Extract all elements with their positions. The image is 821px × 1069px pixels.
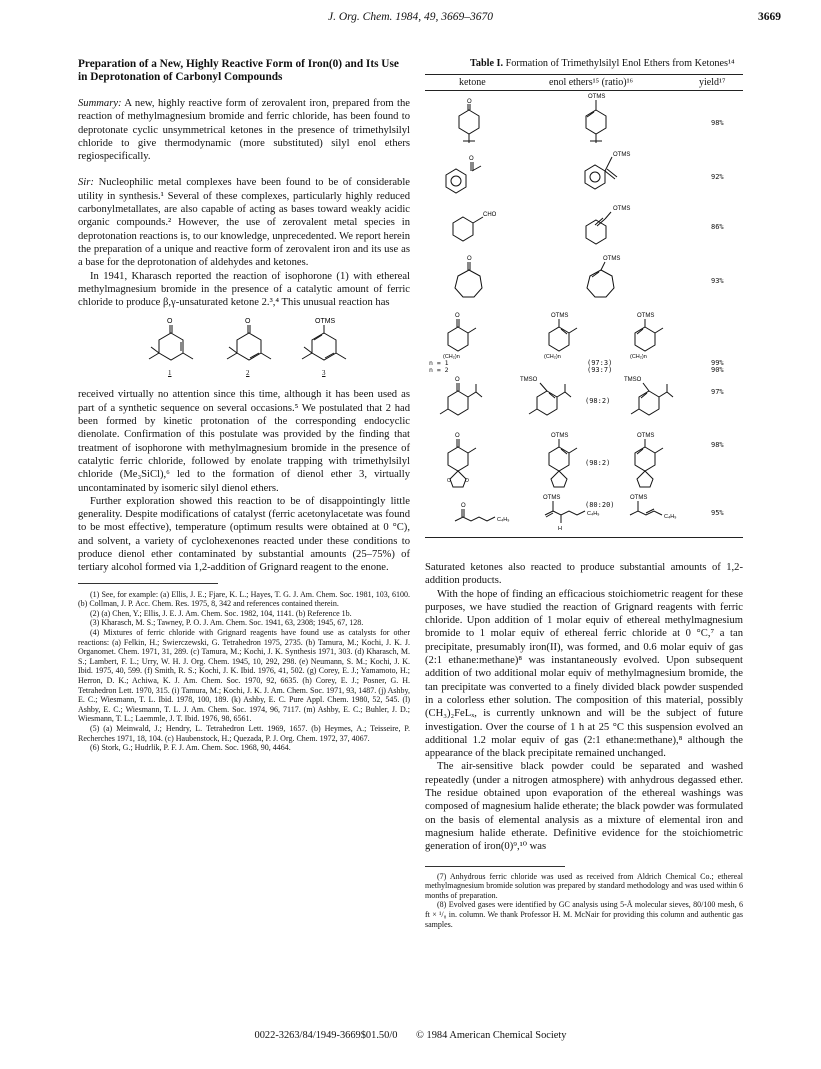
saturated-paragraph: Saturated ketones also reacted to produce substantial amounts of 1,2-addition products. — [425, 562, 743, 587]
table-title-text: Formation of Trimethylsilyl Enol Ethers from Ketones¹⁴ — [503, 58, 735, 69]
footnote-divider-right — [425, 866, 565, 867]
ketone-oxygen-label: O — [461, 503, 466, 509]
table-header-row — [425, 75, 743, 90]
ketal-oxygen-label: O — [447, 478, 451, 484]
structure-2 — [218, 315, 278, 369]
ketone-oxygen-label: O — [467, 256, 472, 262]
footnote-7: (7) Anhydrous ferric chloride was used as received from Aldrich Chemical Co.; ethereal methylmagnesium bromide solution was prepared by standard methodology and was used within 6 months of preparation. — [425, 871, 743, 900]
journal-citation: J. Org. Chem. 1984, 49, 3669–3670 — [327, 11, 494, 23]
ketone-oxygen-label: O — [467, 99, 472, 105]
table-row — [425, 493, 743, 537]
yield-value: 95% — [711, 509, 724, 517]
ring-size-label: (CH₂)n — [544, 354, 561, 360]
stoichiometric-paragraph: With the hope of finding an efficacious stoichiometric reagent for these purposes, we have studied the reaction of Grignard reagents with ferric chloride. Upon addition of 1 molar equiv of ethereal methylmagnesium bromide to 1 molar equiv of ethereal ferric chloride at 0 °C,⁷ a tan precipitate, presumably iron(II), was formed, and 0.6 molar equiv of gas (2:1 ethane:methane)⁸ was instantaneously evolved. Upon subsequent addition of two additional molar equiv of methylmagnesium bromide, the tan precipitate was converted to a finely divided black powder suspended in a colorless ether solution. The composition of this material, possibly (CH₃)₂FeLₓ, is currently unknown and will be the subject of future investigation. Over the course of 1 h at 25 °C this suspension evolved an additional 1.2 molar equiv of gas (2:1 ethane:methane),⁸ although the appearance of the black precipitate remained unchanged. — [425, 588, 743, 760]
article-code: 0022-3263/84/1949-3669$01.50/0 — [254, 1030, 398, 1041]
table-row — [425, 309, 743, 373]
yield-value: 86% — [711, 223, 724, 231]
summary-text: A new, highly reactive form of zerovalent iron, prepared from the reaction of methylmagnesium bromide and ferric chloride, has been found to deprotonate cyclic unsymmetrical ketones in the presence of trimethylsilyl chloride to give thermodynamic (more substituted) silyl enol ethers regiospecifically. — [78, 98, 410, 163]
footnote-4: (4) Mixtures of ferric chloride with Grignard reagents have found use as catalysts for other reactions: (a) Felkin, H.; Swierczewski, G. Tetrahedron 1975, 2735. (b) Tamura, M.; Kochi, J. K. J. Organomet. Chem. 1971, 31, 289. (c) Tamura, M.; Kochi, J. K. Synthesis 1971, 303. (d) Kharasch, M. S.; Lambert, F. L.; Urry, W. H. J. Org. Chem. 1945, 10, 292, 298. (e) Neumann, S. M.; Kochi, J. K. Ibid. 1975, 40, 599. (f) Smith, R. S.; Kochi, J. K. Ibid. 1976, 41, 502. (g) Corey, E. J.; Yamamoto, H.; Herron, D. K.; Achiwa, K. J. Am. Chem. Soc. 1970, 92, 6635. (h) Corey, E. J.; Posner, G. H. Tetrahedron Lett. 1970, 315. (i) Tamura, M.; Kochi, J. K. J. Am. Chem. Soc. 1971, 93, 1487. (j) Ashby, E. C.; Wiesmann, T. L. Ibid. 1978, 100, 189. (k) Ashby, E. C. Pure Appl. Chem. 1980, 52, 545. (l) Ashby, E. C.; Wiesmann, T. L. J. Am. Chem. Soc. 1974, 96, 7117. (m) Ashby, E. C.; Buhler, J. D.; Wiesmann, T. L.; Laemmle, J. T. Ibid. 1976, 98, 6561. — [78, 627, 410, 724]
summary-lead: Summary: — [78, 98, 122, 109]
ratio-value-2: (93:7) — [587, 366, 613, 374]
enol-tmso-label: TMSO — [624, 377, 642, 383]
footnote-8: (8) Evolved gases were identified by GC analysis using 5-Å molecular sieves, 80/100 mesh, 6 ft × ¹/₈ in. column. We thank Professor H. M. McNair for providing this column and authentic gas samples. — [425, 900, 743, 929]
butyl-label: C₄H₉ — [664, 514, 677, 520]
yield-value-1: 99% — [711, 359, 724, 367]
butyl-label: C₄H₉ — [497, 517, 510, 523]
enol-otms-label: OTMS — [637, 433, 655, 439]
table-row — [425, 199, 743, 251]
enol-otms-label: OTMS — [603, 256, 621, 262]
table-row — [425, 373, 743, 429]
yield-value: 92% — [711, 173, 724, 181]
isophorone-structures — [78, 315, 410, 378]
sir-paragraph — [78, 176, 410, 269]
structure-label-3: 3 — [322, 369, 326, 378]
page-number: 3669 — [758, 11, 781, 23]
structure-label-1: 1 — [168, 369, 172, 378]
footnote-3: (3) Kharasch, M. S.; Tawney, P. O. J. Am. Chem. Soc. 1941, 63, 2308; 1945, 67, 128. — [90, 618, 364, 628]
column-header-ketone: ketone — [459, 77, 486, 88]
kharasch-paragraph: In 1941, Kharasch reported the reaction of isophorone (1) with ethereal methylmagnesium bromide in the presence of a catalytic amount of ferric chloride to produce β,γ-unsaturated ketone 2.³,⁴ This unusual reaction has — [78, 270, 410, 309]
ketone-oxygen-label: O — [455, 313, 460, 319]
enol-otms-label: OTMS — [588, 94, 606, 100]
enol-otms-label: OTMS — [613, 152, 631, 158]
footnote-2: (2) (a) Chen, Y.; Ellis, J. E. J. Am. Chem. Soc. 1982, 104, 1141. (b) Reference 1b. — [90, 608, 352, 618]
row-7-structures — [425, 429, 743, 493]
further-paragraph: Further exploration showed this reaction to be of disappointingly little generality. Despite modifications of catalyst (ferric acetonylacetate was found to be most effective), temperature (optimum results were obtained at 0 °C), and solvent, a variety of cyclohexenones reacted under these conditions to produce dienol ether contaminated by substantial amounts (25–75%) of tertiary alcohol formed via 1,2-addition of Grignard reagent to the enone. — [78, 495, 410, 574]
row-6-structures — [425, 373, 743, 429]
enol-otms-label: OTMS — [551, 433, 569, 439]
enol-otms-label: OTMS — [630, 495, 648, 501]
column-header-yield: yield¹⁷ — [699, 77, 726, 88]
ratio-value-1: (97:3) — [587, 359, 613, 367]
table-title-label: Table I. — [470, 58, 504, 69]
ketone-oxygen-label: O — [469, 156, 474, 162]
article-title: Preparation of a New, Highly Reactive Form of Iron(0) and Its Use in Deprotonation of Carbonyl Compounds — [78, 58, 399, 83]
row-5-structures — [425, 309, 743, 373]
sir-lead: Sir: — [78, 177, 94, 189]
ratio-value: (80:20) — [585, 501, 615, 509]
table-row — [425, 251, 743, 309]
right-column-text — [425, 561, 743, 929]
table-title — [470, 58, 743, 70]
copyright-notice: © 1984 American Chemical Society — [416, 1030, 567, 1041]
page-footer — [0, 1030, 821, 1041]
enol-otms-label: OTMS — [551, 313, 569, 319]
table-bottom-rule — [425, 537, 743, 538]
ketal-oxygen-label: O — [465, 478, 469, 484]
enol-otms-label: OTMS — [637, 313, 655, 319]
yield-value: 97% — [711, 388, 724, 396]
ratio-value: (98:2) — [585, 459, 611, 467]
ring-size-label: (CH₂)n — [630, 354, 647, 360]
ketone-oxygen-label: O — [455, 377, 460, 383]
ratio-value: (98:2) — [585, 397, 611, 405]
oxygen-label-2: O — [245, 318, 251, 326]
received-paragraph: received virtually no attention since this time, although it has been used as part of a synthetic sequence on several occasions.⁵ We postulated that 2 had been formed by kinetic protonation of the corresponding endocyclic dienolate. Confirmation of this postulate was provided by the finding that treatment of isophorone with methylmagnesium bromide in the presence of catalytic ferric chloride, followed by enolate trapping with trimethylsilyl chloride (Me₃SiCl),⁶ led to the formation of dienol ether 3, virtually uncontaminated by isomeric silyl dienol ethers. — [78, 389, 410, 494]
unsaturated-ketone-drawing — [218, 315, 278, 369]
table-1 — [425, 58, 743, 538]
footnote-6: (6) Stork, G.; Hudrlik, P. F. J. Am. Chem. Soc. 1968, 90, 4464. — [90, 743, 291, 753]
structure-label-2: 2 — [246, 369, 250, 378]
enol-otms-label: OTMS — [543, 495, 561, 501]
yield-value: 93% — [711, 277, 724, 285]
hydrogen-label: H — [558, 526, 562, 532]
black-powder-paragraph: The air-sensitive black powder could be separated and washed repeatedly (under a nitrogen atmosphere) with anhydrous degassed ether. The residue obtained upon evaporation of the ethereal washings was composed of magnesium halide etherate; the black powder was formulated on the basis of elemental analysis as a mixture of elemental iron and magnesium halide etherate. Definitive evidence for the stoichiometric generation of iron(0)⁹,¹⁰ was — [425, 761, 743, 853]
n-label-2: n = 2 — [429, 366, 449, 374]
row-8-structures — [425, 493, 743, 537]
table-row — [425, 149, 743, 199]
yield-value: 98% — [711, 441, 724, 449]
yield-value: 98% — [711, 119, 724, 127]
footnote-divider-left — [78, 583, 218, 584]
row-4-structures — [425, 251, 743, 309]
table-row — [425, 91, 743, 149]
summary-paragraph — [78, 97, 410, 163]
ring-size-label: (CH₂)n — [443, 354, 460, 360]
butyl-label: C₄H₉ — [587, 511, 600, 517]
footnote-1: (1) See, for example: (a) Ellis, J. E.; Fjare, K. L.; Hayes, T. G. J. Am. Chem. Soc. 1981, 103, 6100. (b) Collman, J. P. Acc. Chem. Res. 1975, 8, 342 and references contained therein. — [78, 589, 410, 609]
column-header-enol-ethers: enol ethers¹⁵ (ratio)¹⁶ — [549, 77, 634, 88]
otms-label-3: OTMS — [315, 318, 336, 326]
row-3-structures — [425, 199, 743, 251]
aldehyde-cho-label: CHO — [483, 212, 497, 218]
table-row — [425, 429, 743, 493]
left-column — [78, 58, 410, 753]
ketone-oxygen-label: O — [455, 433, 460, 439]
footnote-5: (5) (a) Meinwald, J.; Hendry, L. Tetrahedron Lett. 1969, 1657. (b) Heymes, A.; Teisseire, P. Recherches 1971, 18, 104. (c) Haubenstock, H.; Quezada, P. J. Org. Chem. 1972, 37, 4067. — [78, 723, 410, 743]
yield-value-2: 90% — [711, 366, 724, 374]
structure-3 — [293, 315, 363, 369]
enol-tmso-label: TMSO — [520, 377, 538, 383]
row-2-structures — [425, 149, 743, 199]
row-1-structures — [425, 91, 743, 149]
structure-1 — [140, 315, 200, 369]
enol-otms-label: OTMS — [613, 206, 631, 212]
isophorone-drawing — [140, 315, 200, 369]
oxygen-label-1: O — [167, 318, 173, 326]
silyl-dienol-ether-drawing — [293, 315, 363, 369]
sir-text: Nucleophilic metal complexes have been found to be of considerable utility in synthesis.¹ Several of these complexes, particularly highly reduced carbonylmetallates, are also capable of acting as bases toward weakly acidic organic compounds.² However, the use of zerovalent metal species in deprotonation reactions is, to our knowledge, unprecedented. We report herein the preparation of a unique and reactive form of zerovalent iron and its use as a base for the deprotonation of aldehydes and ketones. — [78, 177, 410, 269]
n-label-1: n = 1 — [429, 359, 449, 367]
